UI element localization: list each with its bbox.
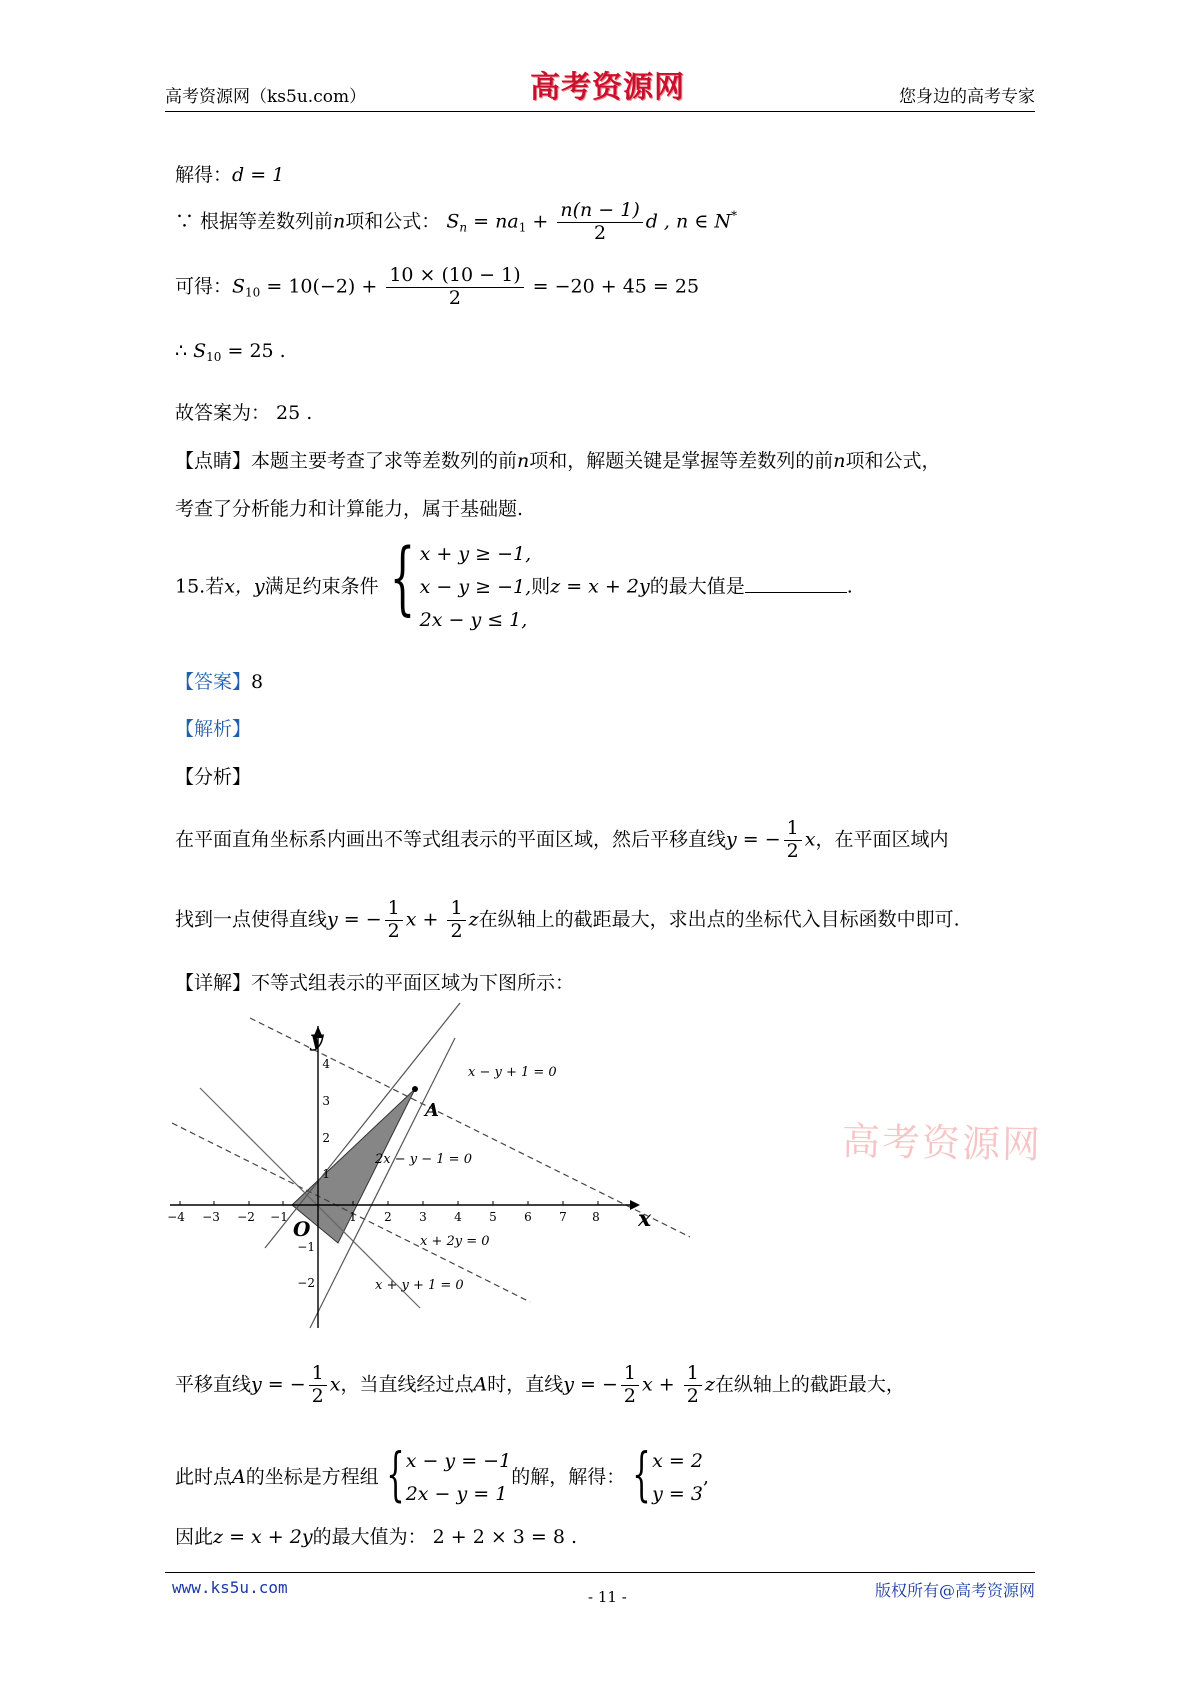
- fraction: $\frac{1}{2}$: [385, 898, 403, 943]
- x-tick-label: 2: [384, 1210, 392, 1224]
- x-tick-label: 6: [524, 1210, 532, 1224]
- y-tick-label: 1: [322, 1167, 330, 1181]
- answer-blank: [745, 576, 847, 593]
- point-A-label: A: [425, 1100, 439, 1121]
- x-tick-label: 7: [559, 1210, 567, 1224]
- x-tick-label: 1: [349, 1210, 357, 1224]
- fraction: $\frac{1}{2}$: [309, 1363, 327, 1408]
- analysis-line-2: 找到一点使得直线y = − $\frac{1}{2}$ x + $\frac{1}{2}$ z在纵轴上的截距最大，求出点的坐标代入目标函数中即可.: [175, 897, 960, 942]
- footer-website-link[interactable]: www.ks5u.com: [172, 1578, 288, 1597]
- x-tick-label: −3: [202, 1210, 220, 1224]
- solution-line-4: ∴ $S_{10} = 25$ .: [175, 340, 286, 364]
- watermark: 高考资源网: [841, 1119, 1043, 1167]
- analysis-line-1: 在平面直角坐标系内画出不等式组表示的平面区域，然后平移直线y = − $\frac{1}{2}$ x，在平面区域内: [175, 817, 949, 862]
- x-tick-label: −1: [270, 1210, 288, 1224]
- final-result-line: 因此z = x + 2y的最大值为： 2 + 2 × 3 = 8 .: [175, 1526, 578, 1548]
- line-label: 2x − y − 1 = 0: [375, 1152, 472, 1167]
- x-tick-label: −2: [237, 1210, 255, 1224]
- x-tick-label: 5: [489, 1210, 497, 1224]
- header-right-text: 您身边的高考专家: [899, 87, 1035, 107]
- line-label: x − y + 1 = 0: [468, 1065, 557, 1080]
- y-tick-label: 2: [322, 1131, 330, 1145]
- solution-line-2: ∵ 根据等差数列前n项和公式： $S_n = na_1$ + $\frac{n(n - 1)}{2}$ d , n ∈ N*: [175, 199, 738, 244]
- y-tick-label: −1: [297, 1240, 315, 1254]
- footer-copyright: 版权所有@高考资源网: [874, 1581, 1035, 1600]
- solution-line-1: 解得：d = 1: [175, 164, 285, 186]
- y-tick-label: 4: [322, 1057, 330, 1071]
- x-tick-label: 8: [592, 1210, 600, 1224]
- feasible-region-figure: [167, 1008, 710, 1328]
- origin-label: O: [293, 1217, 311, 1241]
- analysis-tag: 【解析】: [175, 718, 252, 740]
- x-axis-label: x: [638, 1206, 652, 1232]
- y-tick-label: −2: [297, 1276, 315, 1290]
- y-tick-label: 3: [322, 1094, 330, 1108]
- fraction: $\frac{1}{2}$: [684, 1363, 702, 1408]
- breakdown-tag: 【分析】: [175, 766, 252, 788]
- fraction: $\frac{n(n - 1)}{2}$: [557, 200, 642, 245]
- x-tick-label: 4: [454, 1210, 462, 1224]
- point-A-marker: [412, 1086, 418, 1092]
- header-left-text: 高考资源网（ks5u.com）: [165, 87, 367, 107]
- fraction: $\frac{1}{2}$: [784, 818, 802, 863]
- equation-system: { x − y = −1 2x − y = 1: [386, 1440, 512, 1508]
- solution-system: { x = 2 y = 3: [632, 1440, 703, 1508]
- footer-divider: [165, 1572, 1035, 1573]
- constraint-system: { x + y ≥ −1, x − y ≥ −1, 2x − y ≤ 1,: [389, 531, 532, 631]
- fraction: $\frac{1}{2}$: [447, 898, 465, 943]
- question-15: 15.若x，y满足约束条件 { x + y ≥ −1, x − y ≥ −1, 2x − y ≤ 1, 则z = x + 2y的最大值是 .: [175, 538, 853, 637]
- commentary-line-2: 考查了分析能力和计算能力，属于基础题.: [175, 498, 524, 520]
- line-label: x + y + 1 = 0: [375, 1278, 464, 1293]
- y-axis-label: y: [310, 1026, 323, 1052]
- detail-paragraph-1: 平移直线y = − $\frac{1}{2}$ x，当直线经过点A时，直线y = − $\frac{1}{2}$ x + $\frac{1}{2}$ z在纵轴上的截距最大，: [175, 1362, 905, 1407]
- line-through-A: [265, 1003, 460, 1248]
- detail-paragraph-2: 此时点A的坐标是方程组 { x − y = −1 2x − y = 1 的解，解得： { x = 2 y = 3 ,: [175, 1445, 709, 1511]
- header-logo: 高考资源网: [530, 70, 685, 105]
- solution-line-3: 可得：$S_{10} = 10(-2)$ + $\frac{10 \times (10 - 1)}{2}$ = −20 + 45 = 25: [175, 264, 700, 309]
- fraction: $\frac{10 \times (10 - 1)}{2}$: [386, 265, 523, 310]
- line-label: x + 2y = 0: [420, 1234, 490, 1249]
- answer-line: 【答案】8: [175, 671, 264, 693]
- answer-statement: 故答案为： 25 .: [175, 402, 313, 424]
- page-number: - 11 -: [588, 1588, 627, 1606]
- commentary-line-1: 【点睛】本题主要考查了求等差数列的前n项和，解题关键是掌握等差数列的前n项和公式，: [175, 450, 941, 472]
- header-divider: [165, 111, 1035, 112]
- x-tick-label: 3: [419, 1210, 427, 1224]
- detail-line: 【详解】不等式组表示的平面区域为下图所示：: [175, 972, 575, 994]
- fraction: $\frac{1}{2}$: [621, 1363, 639, 1408]
- x-tick-label: −4: [167, 1210, 185, 1224]
